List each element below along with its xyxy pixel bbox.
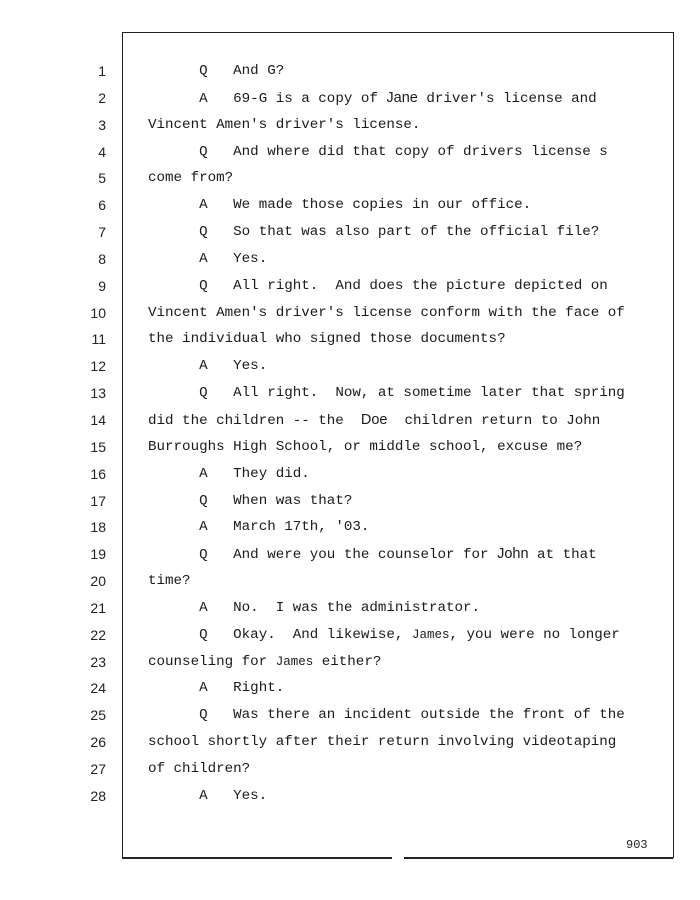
transcript-body	[148, 58, 663, 810]
line-indent	[148, 358, 199, 374]
line-text: children return to John	[387, 412, 601, 429]
line-indent	[148, 788, 199, 804]
line-text: counseling for	[148, 653, 276, 670]
line-text: of children?	[148, 760, 251, 777]
line-indent	[148, 680, 199, 696]
label-gap	[208, 358, 234, 374]
transcript-line	[148, 85, 663, 112]
line-text: Doe	[360, 411, 388, 428]
line-number: 26	[90, 734, 106, 751]
line-text: Jane	[386, 89, 418, 106]
speaker-label: Q	[199, 224, 208, 241]
line-number: 3	[98, 116, 106, 133]
line-number: 1	[98, 63, 106, 79]
label-gap	[208, 680, 234, 696]
line-text: James	[411, 627, 450, 642]
line-number: 4	[98, 143, 106, 160]
speaker-label: Q	[199, 277, 208, 294]
line-text: We made those copies in our office.	[233, 197, 532, 214]
speaker-label: Q	[199, 707, 208, 724]
line-text: Yes.	[233, 358, 268, 375]
line-text: did the children -- the	[148, 412, 361, 429]
transcript-line	[148, 165, 663, 192]
line-text: When was that?	[233, 492, 353, 509]
transcript-line	[148, 246, 663, 273]
line-text: And where did that copy of drivers license s	[233, 143, 608, 160]
line-indent	[148, 91, 199, 107]
line-text: time?	[148, 573, 191, 590]
line-text: Okay. And likewise,	[233, 626, 412, 643]
line-number: 16	[90, 465, 106, 482]
line-text: No. I was the administrator.	[233, 599, 481, 616]
line-number: 19	[90, 546, 106, 563]
label-gap	[208, 547, 234, 563]
line-text: Yes.	[233, 787, 268, 804]
line-indent	[148, 466, 199, 482]
transcript-line	[148, 380, 663, 407]
label-gap	[208, 278, 234, 294]
speaker-label: A	[199, 519, 208, 536]
line-indent	[148, 707, 199, 723]
label-gap	[208, 385, 234, 401]
line-indent	[148, 63, 199, 79]
label-gap	[208, 144, 234, 160]
line-text: driver's license and	[417, 90, 597, 107]
transcript-line	[148, 273, 663, 300]
line-text: Vincent Amen's driver's license.	[148, 116, 421, 133]
line-number: 14	[90, 411, 106, 428]
label-gap	[208, 788, 234, 804]
line-text: school shortly after their return involving videotaping	[148, 734, 617, 751]
line-text: Yes.	[233, 250, 268, 267]
line-text: All right. Now, at sometime later that spring	[233, 385, 625, 402]
transcript-line	[148, 192, 663, 219]
speaker-label: Q	[199, 63, 208, 79]
line-number: 6	[98, 197, 106, 214]
transcript-line	[148, 514, 663, 541]
line-indent	[148, 519, 199, 535]
line-number: 23	[90, 653, 106, 670]
transcript-line	[148, 756, 663, 783]
line-text: at that	[528, 547, 597, 564]
bottom-rule-right	[404, 857, 673, 859]
label-gap	[208, 251, 234, 267]
line-text: Burroughs High School, or middle school, excuse me?	[148, 438, 583, 455]
line-number: 27	[90, 760, 106, 777]
transcript-line	[148, 622, 663, 649]
line-indent	[148, 600, 199, 616]
label-gap	[208, 63, 234, 79]
line-text: March 17th, '03.	[233, 519, 370, 536]
line-text: 69-G is a copy of	[233, 90, 387, 107]
label-gap	[208, 519, 234, 535]
line-text: And were you the counselor for	[233, 547, 498, 564]
speaker-label: Q	[199, 492, 208, 509]
transcript-line	[148, 595, 663, 622]
transcript-line	[148, 112, 663, 139]
line-number-column	[84, 58, 106, 810]
line-text: come from?	[148, 170, 234, 187]
line-text: Was there an incident outside the front of the	[233, 707, 625, 724]
page-number: 903	[626, 838, 648, 852]
line-number: 12	[90, 358, 106, 375]
transcript-line	[148, 219, 663, 246]
speaker-label: A	[199, 250, 208, 267]
transcript-line	[148, 326, 663, 353]
line-indent	[148, 493, 199, 509]
label-gap	[208, 466, 234, 482]
line-number: 28	[90, 787, 106, 804]
transcript-line	[148, 461, 663, 488]
line-indent	[148, 547, 199, 563]
transcript-line	[148, 702, 663, 729]
label-gap	[208, 600, 234, 616]
transcript-line	[148, 649, 663, 676]
line-number: 5	[98, 170, 106, 187]
label-gap	[208, 707, 234, 723]
transcript-line	[148, 675, 663, 702]
line-indent	[148, 627, 199, 643]
transcript-line	[148, 488, 663, 515]
transcript-line	[148, 434, 663, 461]
speaker-label: A	[199, 787, 208, 804]
line-text: James	[275, 654, 314, 669]
transcript-line	[148, 407, 663, 434]
line-number: 18	[90, 519, 106, 536]
label-gap	[208, 493, 234, 509]
speaker-label: Q	[199, 385, 208, 402]
transcript-line	[148, 729, 663, 756]
line-text: John	[497, 546, 529, 563]
line-text: They did.	[233, 465, 310, 482]
speaker-label: A	[199, 90, 208, 107]
line-number: 7	[98, 224, 106, 241]
speaker-label: Q	[199, 143, 208, 160]
line-text: the individual who signed those documents?	[148, 331, 506, 348]
speaker-label: A	[199, 465, 208, 482]
line-number: 17	[90, 492, 106, 509]
line-indent	[148, 385, 199, 401]
line-number: 15	[90, 438, 106, 455]
line-number: 21	[90, 599, 106, 616]
line-text: Right.	[233, 680, 285, 697]
speaker-label: Q	[199, 626, 208, 643]
speaker-label: A	[199, 358, 208, 375]
line-indent	[148, 144, 199, 160]
transcript-line	[148, 58, 663, 85]
label-gap	[208, 627, 234, 643]
line-indent	[148, 197, 199, 213]
line-indent	[148, 251, 199, 267]
line-number: 10	[90, 304, 106, 321]
transcript-line	[148, 353, 663, 380]
transcript-line	[148, 568, 663, 595]
transcript-line	[148, 300, 663, 327]
line-indent	[148, 278, 199, 294]
speaker-label: A	[199, 197, 208, 214]
line-text: All right. And does the picture depicted on	[233, 277, 608, 294]
label-gap	[208, 224, 234, 240]
label-gap	[208, 91, 234, 107]
line-text: either?	[313, 653, 382, 670]
speaker-label: Q	[199, 547, 208, 564]
speaker-label: A	[199, 680, 208, 697]
line-indent	[148, 224, 199, 240]
speaker-label: A	[199, 599, 208, 616]
line-number: 22	[90, 626, 106, 643]
line-number: 11	[91, 331, 106, 348]
transcript-line	[148, 783, 663, 810]
line-text: , you were no longer	[449, 626, 620, 643]
line-text: So that was also part of the official file?	[233, 224, 600, 241]
line-number: 25	[90, 707, 106, 724]
line-number: 2	[98, 89, 106, 106]
label-gap	[208, 197, 234, 213]
line-number: 9	[98, 277, 106, 294]
line-text: And G?	[233, 63, 285, 79]
line-number: 13	[90, 385, 106, 402]
line-text: Vincent Amen's driver's license conform with the face of	[148, 304, 625, 321]
line-number: 8	[98, 250, 106, 267]
bottom-rule-left	[122, 857, 392, 859]
transcript-line	[148, 139, 663, 166]
line-number: 20	[90, 573, 106, 590]
transcript-line	[148, 541, 663, 568]
line-number: 24	[90, 680, 106, 697]
